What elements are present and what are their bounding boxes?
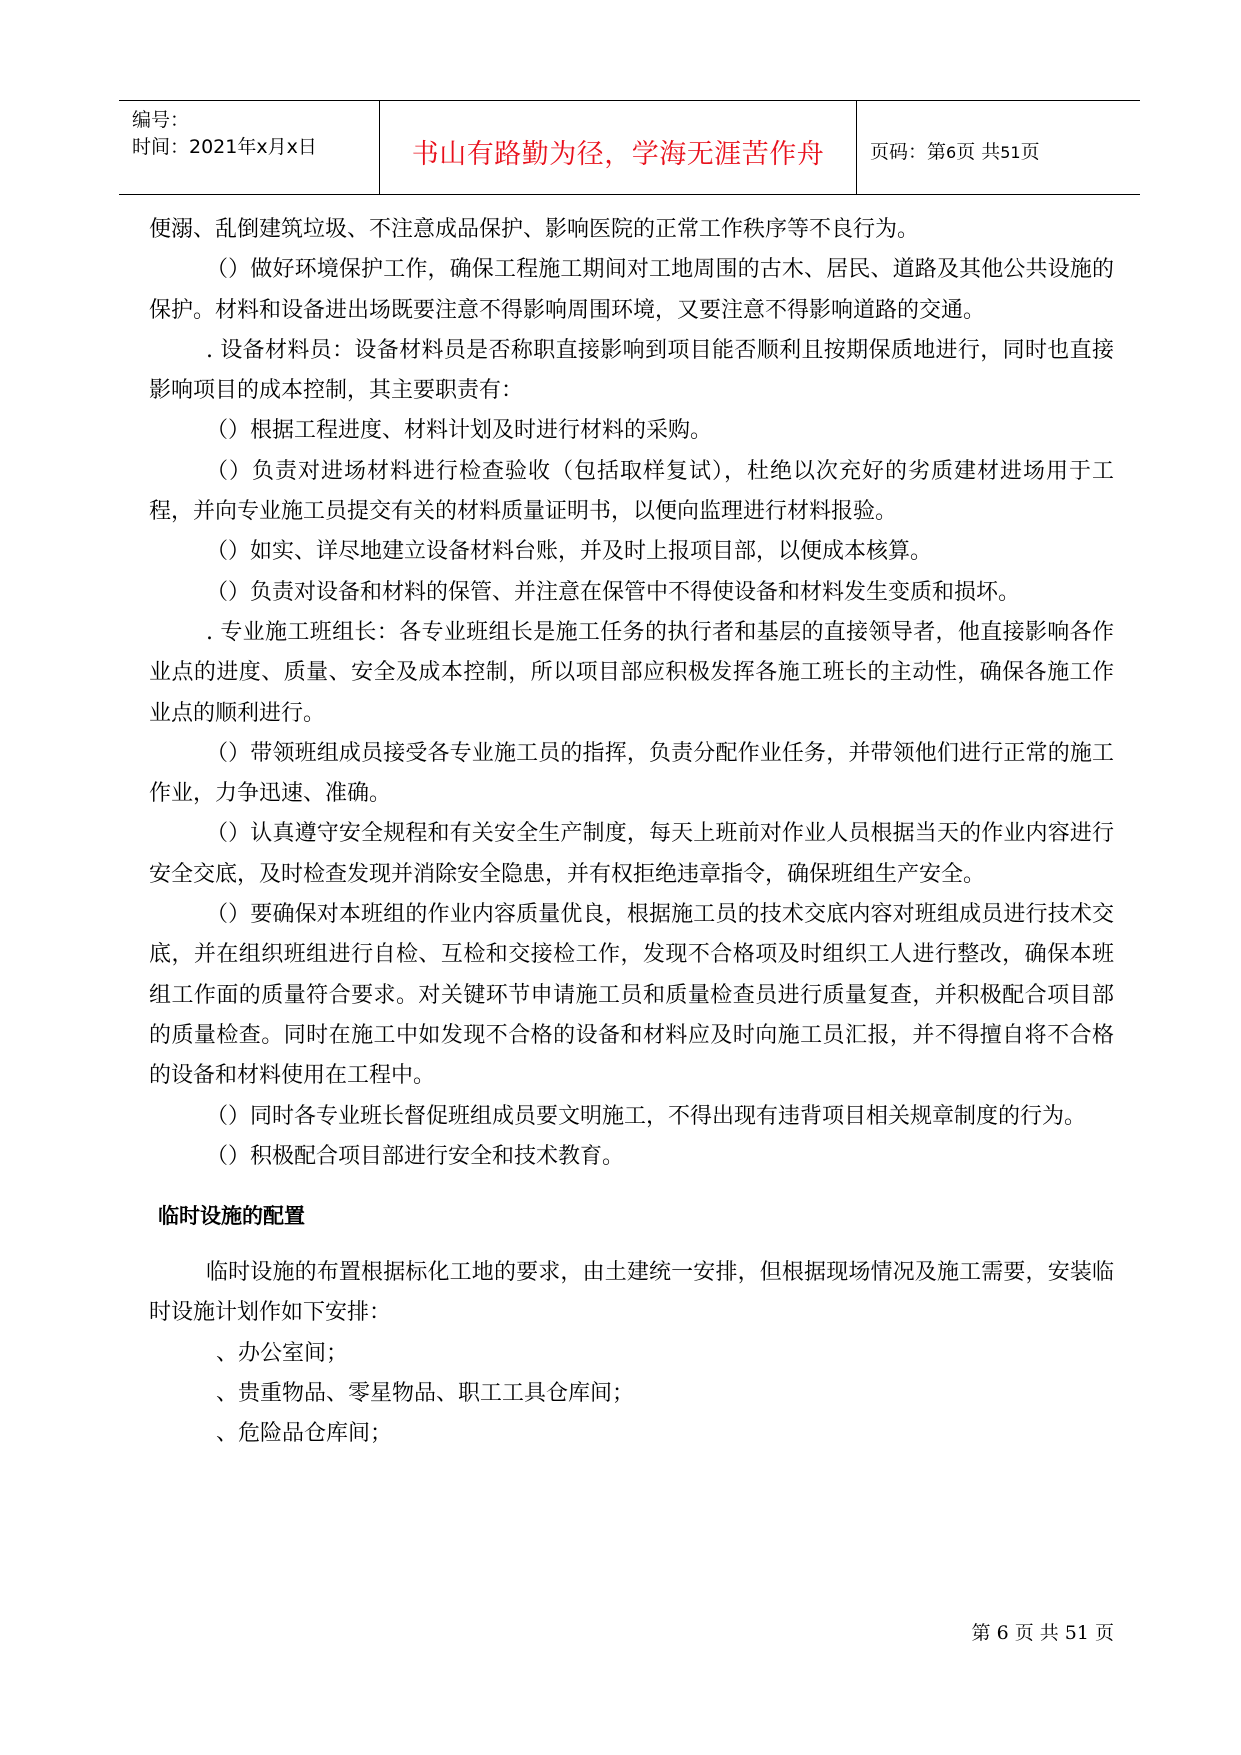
header-motto: 书山有路勤为径，学海无涯苦作舟	[411, 139, 825, 170]
paragraph: （）要确保对本班组的作业内容质量优良，根据施工员的技术交底内容对班组成员进行技术交底，并在组织班组进行自检、互检和交接检工作，发现不合格项及时组织工人进行整改，确保本班组工作面的质量符合要求。对关键环节申请施工员和质量检查员进行质量复查，并积极配合项目部的质量检查。同时在施工中如发现不合格的设备和材料应及时向施工员汇报，并不得擅自将不合格的设备和材料使用在工程中。	[149, 902, 1114, 1089]
paragraph: （）认真遵守安全规程和有关安全生产制度，每天上班前对作业人员根据当天的作业内容进行安全交底，及时检查发现并消除安全隐患，并有权拒绝违章指令，确保班组生产安全。	[149, 821, 1114, 887]
time-label: 时间：2021年x月x日	[132, 136, 317, 158]
paragraph: （）负责对设备和材料的保管、并注意在保管中不得使设备和材料发生变质和损坏。	[206, 579, 1021, 605]
section-intro: 临时设施的布置根据标化工地的要求，由土建统一安排，但根据现场情况及施工需要，安装临时设施计划作如下安排：	[149, 1260, 1114, 1326]
number-label: 编号：	[132, 109, 190, 131]
page-footer: 第 6 页 共 51 页	[971, 1622, 1114, 1644]
paragraph: （）负责对进场材料进行检查验收（包括取样复试），杜绝以次充好的劣质建材进场用于工程，并向专业施工员提交有关的材料质量证明书，以便向监理进行材料报验。	[149, 458, 1114, 525]
header-page-cell	[857, 101, 1140, 194]
paragraph: . 设备材料员：设备材料员是否称职直接影响到项目能否顺利且按期保质地进行，同时也直接影响项目的成本控制，其主要职责有：	[149, 337, 1114, 404]
paragraph: （）同时各专业班长督促班组成员要文明施工，不得出现有违背项目相关规章制度的行为。	[206, 1103, 1087, 1129]
list-item: 、办公室间；	[216, 1340, 349, 1366]
page-label: 页码：第	[870, 141, 947, 163]
page-number: 6	[946, 143, 957, 162]
section-heading: 临时设施的配置	[158, 1204, 305, 1229]
header-meta-cell	[119, 101, 380, 194]
paragraph: . 专业施工班组长：各专业班组长是施工任务的执行者和基层的直接领导者，他直接影响各作业点的进度、质量、安全及成本控制，所以项目部应积极发挥各施工班长的主动性，确保各施工作业点的顺利进行。	[149, 619, 1114, 726]
list-item: 、贵重物品、零星物品、职工工具仓库间；	[216, 1381, 635, 1407]
document-body	[149, 210, 1114, 1455]
paragraph: （）如实、详尽地建立设备材料台账，并及时上报项目部，以便成本核算。	[206, 539, 933, 565]
header-page-info	[870, 137, 1040, 164]
page-header	[119, 100, 1140, 195]
page-end-label: 页	[1020, 141, 1040, 163]
paragraph: （）做好环境保护工作，确保工程施工期间对工地周围的古木、居民、道路及其他公共设施的保护。材料和设备进出场既要注意不得影响周围环境，又要注意不得影响道路的交通。	[149, 257, 1114, 323]
list-item: 、危险品仓库间；	[216, 1421, 393, 1447]
header-motto-cell	[380, 101, 857, 194]
paragraph: （）积极配合项目部进行安全和技术教育。	[206, 1143, 625, 1169]
paragraph: （）根据工程进度、材料计划及时进行材料的采购。	[206, 418, 713, 444]
paragraph: 便溺、乱倒建筑垃圾、不注意成品保护、影响医院的正常工作秩序等不良行为。	[149, 217, 920, 242]
paragraph: （）带领班组成员接受各专业施工员的指挥，负责分配作业任务，并带领他们进行正常的施工作业，力争迅速、准确。	[149, 740, 1114, 807]
page-total: 51	[1000, 143, 1021, 162]
page-mid-label: 页 共	[956, 141, 1001, 163]
